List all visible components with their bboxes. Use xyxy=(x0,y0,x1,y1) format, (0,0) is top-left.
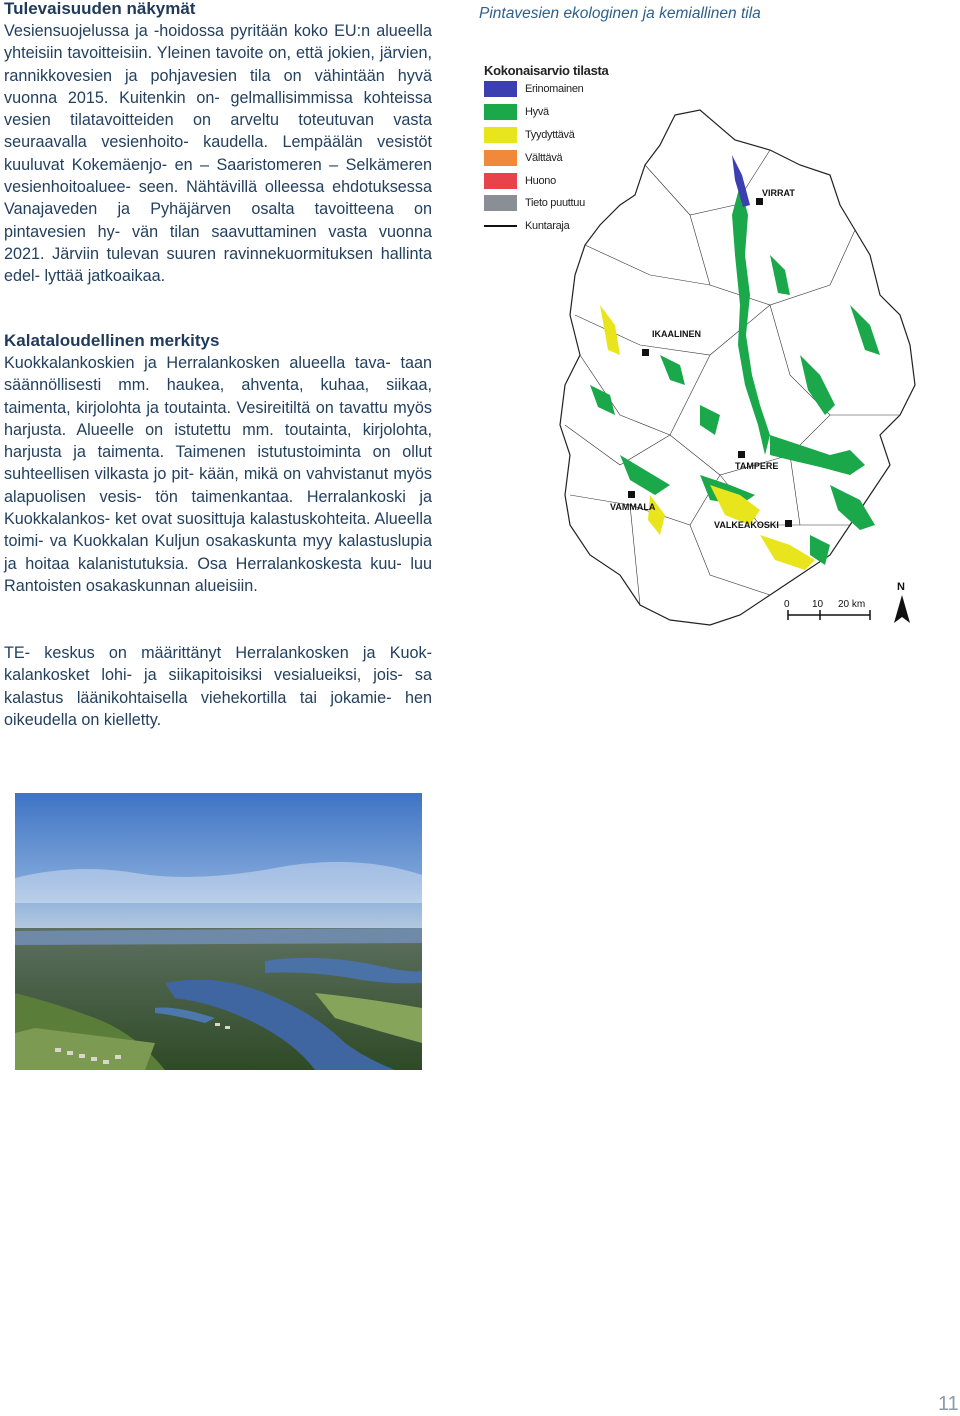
legend-swatch xyxy=(484,104,517,120)
map-legend xyxy=(484,63,624,238)
scale-label: 20 km xyxy=(838,599,866,610)
scale-label: 10 xyxy=(812,599,824,610)
section-heading: Tulevaisuuden näkymät xyxy=(4,0,196,18)
section-te-centre xyxy=(4,642,432,731)
town-label: VAMMALA xyxy=(610,502,656,512)
town-label: IKAALINEN xyxy=(652,329,701,339)
legend-item: Tieto puuttuu xyxy=(484,192,624,215)
legend-item: Tyydyttävä xyxy=(484,124,624,147)
aerial-landscape-photo xyxy=(15,793,422,1070)
town-label: VIRRAT xyxy=(762,188,795,198)
scale-bar xyxy=(784,599,870,620)
legend-item: Hyvä xyxy=(484,101,624,124)
section-body: Vesiensuojelussa ja -hoidossa pyritään koko EU:n alueella yhteisiin tavoitteisiin. Yleinen tavoite on, että jokien, järvien, rannikkovesien ja pohjavesien tila on vähintään hyvä vuonna 2015. Kuitenkin on- gelmallisimmissa kohteissa vesien tilatavoitteiden on arveltu toteutuvan vasta seuraavalla vesienhoito- kaudella. Lempäälän vesistöt kuuluvat Kokemäenjo- en – Saaristomeren – Selkämeren vesienhoitoaluee- seen. Nähtävillä olleessa ehdotuksessa Vanajaveden ja Pyhäjärven osalta tavoitteena on pintavesien hy- vän tilan saavuttaminen vasta vuonna 2021. Järviin tulevan suuren ravinnekuormituksen hallinta edel- lyttää jatkoaikaa. xyxy=(4,22,433,286)
legend-item: Erinomainen xyxy=(484,78,624,101)
north-label: N xyxy=(897,581,905,593)
section-body: Kuokkalankoskien ja Herralankosken alueella tava- taan säännöllisesti mm. haukea, ahventa, kuhaa, siikaa, taimenta, kirjolohta ja toutainta. Vesireitiltä on tavattu myös harjusta. Alueelle on istutettu mm. toutainta, kirjolohta, harjusta ja taimenta. Taimenen istutustoiminta on ollut suhteellisen vilkasta jo pit- kään, mikä on vahvistanut myös alapuolisen vesis- tön taimenkantaa. Herralankoski ja Kuokkalankos- ket ovat suosittuja kalastuskohteita. Alueella toimi- va Kuokkalan Kuljun osakaskunta myy kalastuslupia ja hoitaa kalanistutuksia. Osa Herralankoskesta kuu- luu Rantoisten osakaskunnan alueisiin. xyxy=(4,354,433,595)
section-fishery-significance xyxy=(4,330,432,597)
legend-swatch xyxy=(484,173,517,189)
page-number: 11 xyxy=(938,1393,959,1415)
map-caption: Pintavesien ekologinen ja kemiallinen tila xyxy=(479,5,761,22)
legend-item: Välttävä xyxy=(484,146,624,169)
legend-swatch xyxy=(484,81,517,97)
legend-title: Kokonaisarvio tilasta xyxy=(484,63,609,78)
north-arrow-icon xyxy=(894,581,910,623)
legend-item: Kuntaraja xyxy=(484,215,624,238)
legend-swatch xyxy=(484,127,517,143)
legend-swatch xyxy=(484,150,517,166)
legend-swatch xyxy=(484,195,517,211)
scale-label: 0 xyxy=(784,599,790,610)
town-label: VALKEAKOSKI xyxy=(714,520,779,530)
town-label: TAMPERE xyxy=(735,461,779,471)
section-future-outlook xyxy=(4,0,432,288)
section-body: TE- keskus on määrittänyt Herralankosken ja Kuok- kalankosket lohi- ja siikapitoisiksi vesialueiksi, jois- sa kalastus läänikohtaisella viehekortilla tai jokamie- hen oikeudella on kielletty. xyxy=(4,644,432,729)
legend-swatch xyxy=(484,225,517,227)
section-heading: Kalataloudellinen merkitys xyxy=(4,331,220,350)
legend-item: Huono xyxy=(484,169,624,192)
